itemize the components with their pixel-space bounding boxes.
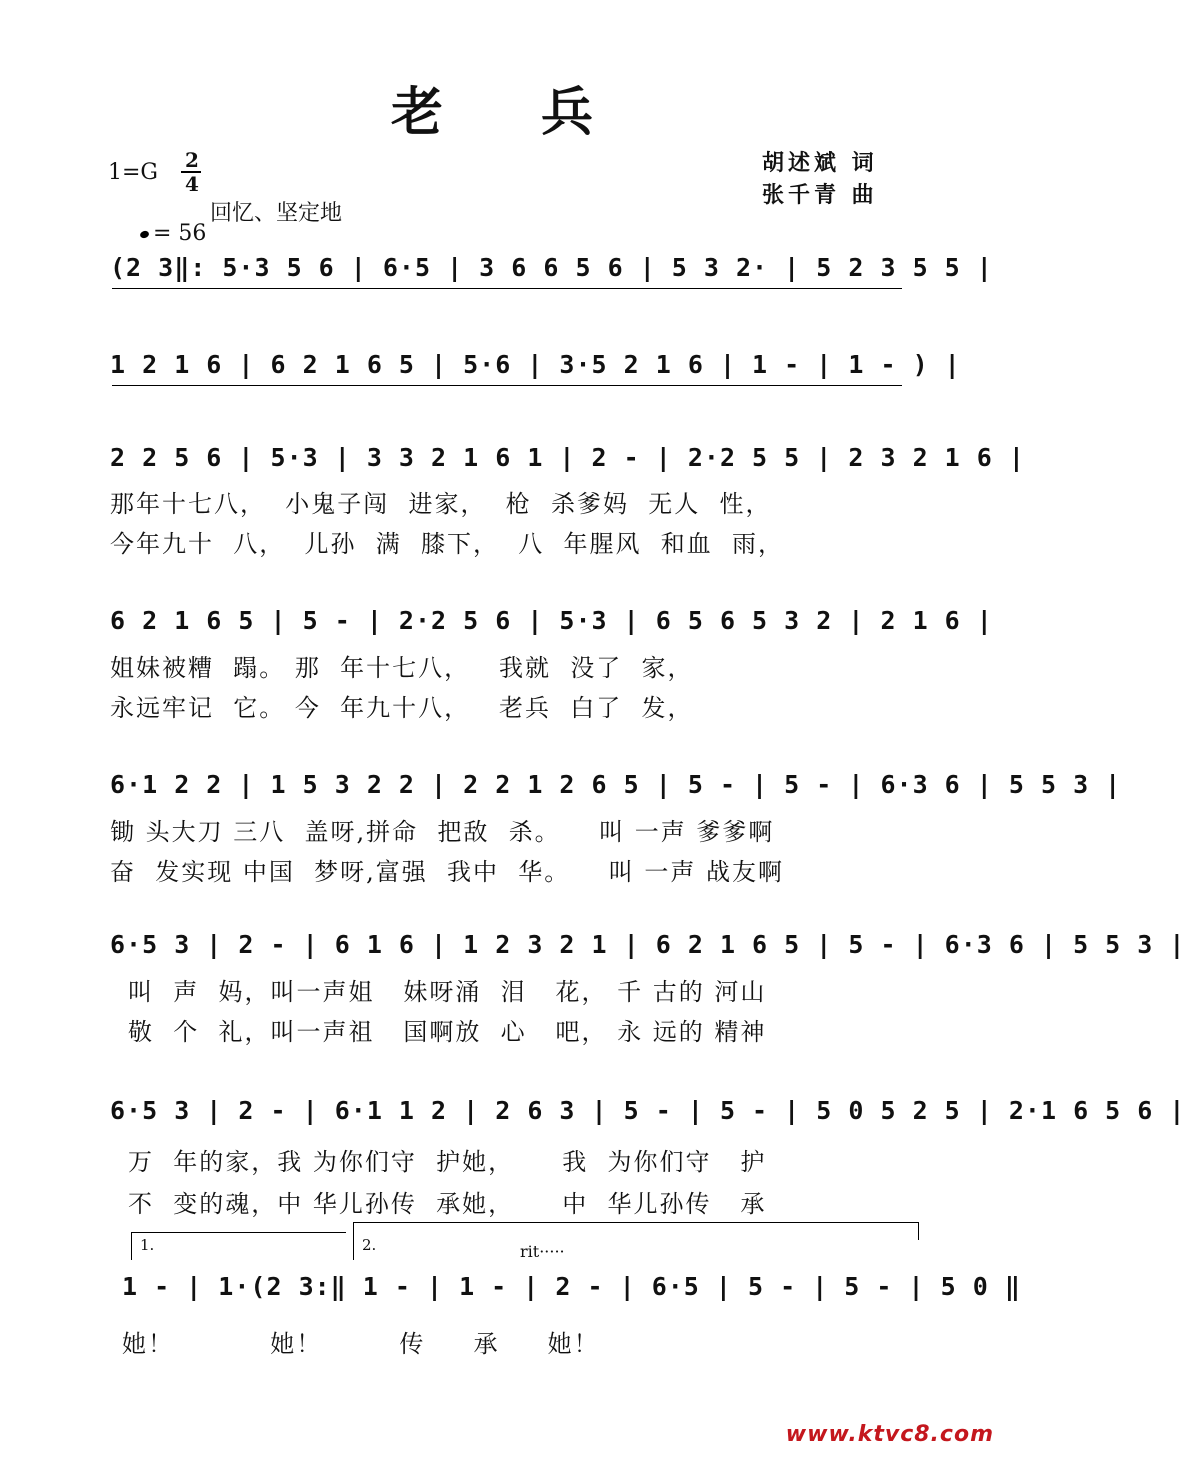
key-signature: 1=G xyxy=(108,160,159,185)
lyric-row-3-verse-2: 今年九十 八， 儿孙 满 膝下， 八 年腥风 和血 雨， xyxy=(110,530,785,558)
notation-row-6: 6·5 3 | 2 - | 6 1 6 | 1 2 3 2 1 | 6 2 1 6 5 | 5 - | 6·3 6 | 5 5 3 | xyxy=(110,930,1185,959)
song-title: 老 兵 xyxy=(390,82,634,143)
notation-row-4: 6 2 1 6 5 | 5 - | 2·2 5 6 | 5·3 | 6 5 6 5 3 2 | 2 1 6 | xyxy=(110,606,993,635)
composer-credit: 张千青 曲 xyxy=(762,183,878,208)
volta-second-leg xyxy=(353,1222,354,1260)
lyric-row-5-verse-1: 锄 头大刀 三八 盖呀,拼命 把敌 杀。 叫 一声 爹爹啊 xyxy=(110,818,775,846)
notation-row-7: 6·5 3 | 2 - | 6·1 1 2 | 2 6 3 | 5 - | 5 - | 5 0 5 2 5 | 2·1 6 5 6 | xyxy=(110,1096,1185,1125)
notation-row-3: 2 2 5 6 | 5·3 | 3 3 2 1 6 1 | 2 - | 2·2 5 5 | 2 3 2 1 6 | xyxy=(110,443,1025,472)
ritardando-marking: rit····· xyxy=(520,1242,565,1261)
tempo-value: = 56 xyxy=(152,221,207,246)
lyric-row-5-verse-2: 奋 发实现 中国 梦呀,富强 我中 华。 叫 一声 战友啊 xyxy=(110,858,785,886)
volta-first-label: 1. xyxy=(140,1236,155,1254)
lyric-row-3-verse-1: 那年十七八， 小鬼子闯 进家， 枪 杀爹妈 无人 性， xyxy=(110,490,772,518)
lyricist-credit: 胡述斌 词 xyxy=(762,151,878,176)
site-watermark: www.ktvc8.com xyxy=(785,1422,994,1447)
expression-marking: 回忆、坚定地 xyxy=(210,201,343,226)
row-2-underline xyxy=(112,385,902,386)
time-signature-upper: 2 xyxy=(185,148,199,172)
lyric-row-4-verse-2: 永远牢记 它。 今 年九十八， 老兵 白了 发， xyxy=(110,694,694,722)
volta-first-leg xyxy=(131,1232,132,1260)
notation-row-5: 6·1 2 2 | 1 5 3 2 2 | 2 2 1 2 6 5 | 5 - | 5 - | 6·3 6 | 5 5 3 | xyxy=(110,770,1122,799)
notation-row-1: (2 3‖: 5·3 5 6 | 6·5 | 3 6 6 5 6 | 5 3 2· | 5 2 3 5 5 | xyxy=(110,253,993,282)
volta-second-bracket xyxy=(353,1222,919,1223)
notation-row-2: 1 2 1 6 | 6 2 1 6 5 | 5·6 | 3·5 2 1 6 | 1 - | 1 - ) | xyxy=(110,350,961,379)
lyric-row-7-verse-2: 不 变的魂，中 华儿孙传 承她， 中 华儿孙传 承 xyxy=(128,1190,767,1218)
lyric-row-8: 她！ 她！ 传 承 她！ xyxy=(122,1330,600,1358)
lyric-row-6-verse-2: 敬 个 礼，叫一声祖 国啊放 心 吧， 永 远的 精神 xyxy=(128,1018,767,1046)
lyric-row-4-verse-1: 姐妹被糟 蹋。 那 年十七八， 我就 没了 家， xyxy=(110,654,694,682)
volta-second-label: 2. xyxy=(362,1236,377,1254)
lyric-row-6-verse-1: 叫 声 妈，叫一声姐 妹呀涌 泪 花， 千 古的 河山 xyxy=(128,978,767,1006)
volta-first-bracket xyxy=(131,1232,346,1233)
notation-row-8: 1 - | 1·(2 3:‖ 1 - | 1 - | 2 - | 6·5 | 5 - | 5 - | 5 0 ‖ xyxy=(122,1272,1021,1301)
time-signature-lower: 4 xyxy=(185,172,199,196)
volta-second-end xyxy=(918,1222,919,1240)
row-1-underline xyxy=(112,288,902,289)
lyric-row-7-verse-1: 万 年的家，我 为你们守 护她， 我 为你们守 护 xyxy=(128,1148,767,1176)
quarter-note-icon xyxy=(139,229,150,239)
